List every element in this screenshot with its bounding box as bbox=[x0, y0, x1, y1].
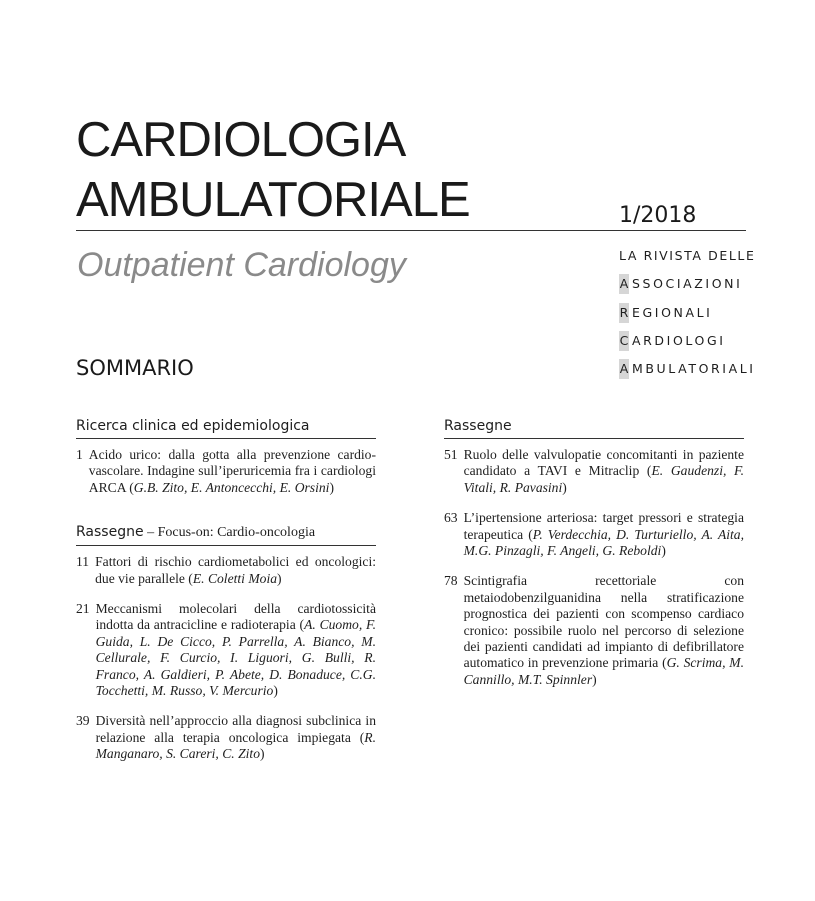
entry-authors: E. Gaudenzi, F. Vitali, R. Pavasini bbox=[463, 463, 745, 495]
entry-close: ) bbox=[273, 683, 278, 699]
section-heading: Rassegne bbox=[444, 418, 744, 439]
entry-title: Acido urico: dalla gotta alla prevenzione cardio-vascolare. Indagine sull’iperuricemia fra i cardiologi ARCA ( bbox=[88, 447, 376, 495]
journal-subtitle: Outpatient Cardiology bbox=[77, 246, 406, 284]
arca-line bbox=[619, 274, 742, 294]
toc-entry[interactable] bbox=[444, 573, 744, 688]
header-rule bbox=[76, 230, 746, 231]
contents-heading: SOMMARIO bbox=[76, 356, 194, 380]
entry-body bbox=[96, 713, 376, 762]
entry-authors: R. Manganaro, S. Careri, C. Zito bbox=[95, 729, 376, 762]
page-number: 63 bbox=[444, 510, 458, 526]
entry-body bbox=[464, 510, 744, 559]
arca-word: MBULATORIALI bbox=[632, 361, 756, 376]
journal-title-line1: CARDIOLOGIA bbox=[76, 113, 406, 167]
entry-body bbox=[95, 554, 376, 587]
toc-entry[interactable] bbox=[76, 554, 376, 587]
entry-title: Diversità nell’approccio alla diagnosi subclinica in relazione alla terapia oncologica impiegata ( bbox=[95, 713, 376, 745]
section-heading: Ricerca clinica ed epidemiologica bbox=[76, 418, 376, 439]
entry-body bbox=[96, 601, 376, 699]
toc-entry[interactable] bbox=[76, 447, 376, 496]
entry-title: L’ipertensione arteriosa: target pressori e strategia terapeutica ( bbox=[463, 510, 744, 542]
arca-word: EGIONALI bbox=[632, 305, 713, 320]
arca-initial: R bbox=[619, 303, 629, 323]
page-number: 21 bbox=[76, 601, 90, 617]
entry-authors: G.B. Zito, E. Antoncecchi, E. Orsini bbox=[133, 479, 330, 495]
entry-close: ) bbox=[277, 570, 282, 586]
entry-authors: E. Coletti Moia bbox=[192, 570, 278, 586]
page-number: 78 bbox=[444, 573, 458, 589]
arca-line bbox=[619, 303, 712, 323]
entry-body bbox=[464, 573, 744, 688]
entry-body bbox=[89, 447, 376, 496]
entry-title: Scintigrafia recettoriale con metaiodobenzilguanidina nella stratificazione prognostica dei pazienti con scompenso cardiaco cronico: possibile ruolo nel percorso di selezione dei pazienti candidati ad impianto di defibrillatore automatico in prevenzione primaria ( bbox=[463, 573, 744, 671]
toc-entry[interactable] bbox=[76, 601, 376, 699]
page-number: 11 bbox=[76, 554, 90, 570]
journal-title-line2: AMBULATORIALE bbox=[76, 173, 470, 227]
page-number: 39 bbox=[76, 713, 90, 729]
entry-authors: A. Cuomo, F. Guida, L. De Cicco, P. Parrella, A. Bianco, M. Cellurale, F. Curcio, I. Liguori, G. Bulli, R. Franco, A. Galdieri, P. Abete, D. Bonaduce, C.G. Tocchetti, M. Russo, V. Mercurio bbox=[95, 617, 376, 699]
entry-title: Fattori di rischio cardiometabolici ed oncologici: due vie parallele ( bbox=[95, 554, 376, 586]
toc-entry[interactable] bbox=[444, 447, 744, 496]
section-heading bbox=[76, 524, 376, 546]
arca-line bbox=[619, 359, 756, 379]
page-number: 1 bbox=[76, 447, 83, 462]
arca-initial: C bbox=[619, 331, 629, 351]
entry-close: ) bbox=[562, 479, 567, 495]
right-column bbox=[444, 418, 744, 702]
entry-close: ) bbox=[260, 746, 265, 762]
entry-close: ) bbox=[329, 479, 334, 495]
entry-title: Meccanismi molecolari della cardiotossicità indotta da antracicline e radioterapia ( bbox=[95, 601, 376, 633]
arca-line bbox=[619, 331, 726, 351]
arca-word: SSOCIAZIONI bbox=[632, 276, 743, 291]
arca-initial: A bbox=[619, 274, 629, 294]
toc-entry[interactable] bbox=[444, 510, 744, 559]
entry-body bbox=[464, 447, 744, 496]
section-subheading: – Focus-on: Cardio-oncologia bbox=[143, 525, 316, 541]
toc-entry[interactable] bbox=[76, 713, 376, 762]
tagline: LA RIVISTA DELLE bbox=[619, 248, 756, 263]
arca-initial: A bbox=[619, 359, 629, 379]
entry-authors: P. Verdecchia, D. Turturiello, A. Aita, M.G. Pinzagli, F. Angeli, G. Reboldi bbox=[463, 526, 744, 559]
entry-close: ) bbox=[592, 671, 597, 687]
section-heading-main: Rassegne bbox=[76, 524, 144, 541]
entry-close: ) bbox=[661, 543, 666, 559]
arca-word: ARDIOLOGI bbox=[632, 333, 726, 348]
left-column bbox=[76, 418, 376, 777]
issue-number: 1/2018 bbox=[619, 203, 697, 228]
entry-authors: G. Scrima, M. Cannillo, M.T. Spinnler bbox=[463, 655, 744, 687]
entry-title: Ruolo delle valvulopatie concomitanti in paziente candidato a TAVI e Mitraclip ( bbox=[463, 447, 744, 479]
page-number: 51 bbox=[444, 447, 458, 462]
